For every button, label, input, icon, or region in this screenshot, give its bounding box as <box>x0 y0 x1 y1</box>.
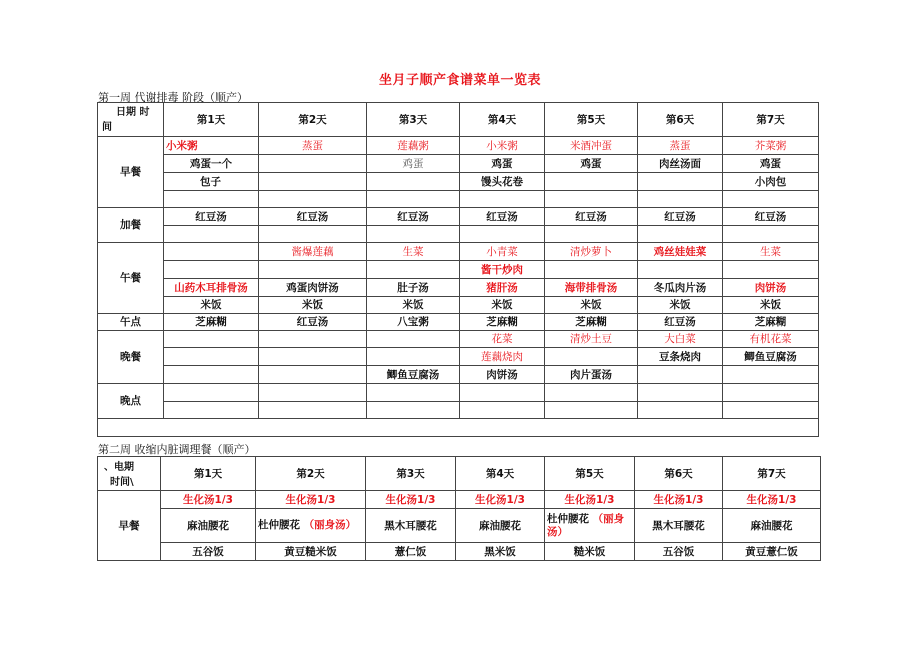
day-header: 第7天 <box>723 103 819 137</box>
menu-cell: 鸡丝娃娃菜 <box>638 243 723 261</box>
menu-cell: 八宝粥 <box>367 314 460 331</box>
menu-cell <box>164 348 259 366</box>
menu-cell: 生化汤1/3 <box>161 491 256 509</box>
menu-cell: 生化汤1/3 <box>545 491 635 509</box>
meal-label-afternoon: 午点 <box>98 314 164 331</box>
menu-cell: 麻油腰花 <box>723 509 821 543</box>
menu-cell <box>367 384 460 402</box>
menu-cell <box>723 191 819 208</box>
menu-cell: 红豆汤 <box>460 208 545 226</box>
meal-label-night: 晚点 <box>98 384 164 419</box>
day-header: 第3天 <box>366 457 456 491</box>
menu-cell: 芝麻糊 <box>545 314 638 331</box>
menu-cell: 生化汤1/3 <box>366 491 456 509</box>
week2-table <box>97 456 821 561</box>
menu-cell: 黑米饭 <box>456 543 545 561</box>
menu-cell <box>638 173 723 191</box>
menu-cell <box>638 261 723 279</box>
menu-cell <box>256 509 366 543</box>
corner-label-b: 时间\ <box>110 477 134 488</box>
menu-cell <box>545 261 638 279</box>
menu-cell: 小肉包 <box>723 173 819 191</box>
menu-cell: 生化汤1/3 <box>723 491 821 509</box>
menu-cell: 包子 <box>164 173 259 191</box>
day-header: 第4天 <box>460 103 545 137</box>
menu-cell: 清炒土豆 <box>545 331 638 348</box>
menu-cell: 酱干炒肉 <box>460 261 545 279</box>
menu-cell: 五谷饭 <box>161 543 256 561</box>
menu-cell <box>545 384 638 402</box>
dish-note: （丽身汤） <box>547 512 625 538</box>
menu-cell: 鸡蛋 <box>723 155 819 173</box>
menu-cell: 红豆汤 <box>723 208 819 226</box>
menu-cell <box>460 191 545 208</box>
week1-table <box>97 102 819 437</box>
menu-cell: 鸡蛋 <box>460 155 545 173</box>
menu-cell: 生菜 <box>367 243 460 261</box>
menu-cell: 莲藕烧肉 <box>460 348 545 366</box>
menu-cell: 蒸蛋 <box>259 137 367 155</box>
menu-cell: 五谷饭 <box>635 543 723 561</box>
menu-cell <box>367 348 460 366</box>
menu-cell <box>460 402 545 419</box>
menu-cell <box>367 191 460 208</box>
menu-cell: 薏仁饭 <box>366 543 456 561</box>
menu-cell <box>164 366 259 384</box>
menu-cell: 鸡蛋肉饼汤 <box>259 279 367 297</box>
day-header: 第1天 <box>164 103 259 137</box>
menu-cell: 有机花菜 <box>723 331 819 348</box>
day-header: 第5天 <box>545 457 635 491</box>
menu-cell <box>367 402 460 419</box>
menu-cell <box>638 366 723 384</box>
menu-cell: 酱爆莲藕 <box>259 243 367 261</box>
corner-cell <box>98 457 161 491</box>
day-header: 第6天 <box>635 457 723 491</box>
menu-cell <box>545 402 638 419</box>
menu-cell <box>723 226 819 243</box>
menu-cell: 红豆汤 <box>638 314 723 331</box>
meal-label-dinner: 晚餐 <box>98 331 164 384</box>
menu-cell: 清炒萝卜 <box>545 243 638 261</box>
menu-cell: 红豆汤 <box>259 208 367 226</box>
menu-cell: 肉片蛋汤 <box>545 366 638 384</box>
menu-cell: 黑木耳腰花 <box>366 509 456 543</box>
menu-cell: 麻油腰花 <box>456 509 545 543</box>
menu-cell: 肉丝汤面 <box>638 155 723 173</box>
corner-label-a: 、电期 <box>104 462 134 473</box>
dish-name: 杜仲腰花 <box>547 512 589 525</box>
menu-cell: 黄豆薏仁饭 <box>723 543 821 561</box>
menu-cell <box>259 348 367 366</box>
menu-cell <box>259 261 367 279</box>
menu-cell <box>164 243 259 261</box>
menu-cell: 芝麻糊 <box>164 314 259 331</box>
menu-cell <box>259 402 367 419</box>
menu-cell: 冬瓜肉片汤 <box>638 279 723 297</box>
menu-cell: 芝麻糊 <box>723 314 819 331</box>
meal-label-breakfast: 早餐 <box>98 491 161 561</box>
menu-cell: 鸡蛋一个 <box>164 155 259 173</box>
menu-cell <box>259 191 367 208</box>
menu-cell <box>545 348 638 366</box>
menu-cell: 小米粥 <box>460 137 545 155</box>
meal-label-breakfast: 早餐 <box>98 137 164 208</box>
menu-cell <box>367 331 460 348</box>
menu-cell: 米饭 <box>259 297 367 314</box>
menu-cell: 糙米饭 <box>545 543 635 561</box>
menu-cell: 生化汤1/3 <box>256 491 366 509</box>
menu-cell: 海带排骨汤 <box>545 279 638 297</box>
menu-cell: 鸡蛋 <box>367 155 460 173</box>
menu-cell: 山药木耳排骨汤 <box>164 279 259 297</box>
day-header: 第2天 <box>256 457 366 491</box>
menu-cell: 猪肝汤 <box>460 279 545 297</box>
menu-cell <box>545 226 638 243</box>
menu-cell: 红豆汤 <box>367 208 460 226</box>
menu-cell: 米酒冲蛋 <box>545 137 638 155</box>
menu-cell: 红豆汤 <box>164 208 259 226</box>
menu-cell: 芥菜粥 <box>723 137 819 155</box>
menu-cell <box>164 191 259 208</box>
menu-cell: 米饭 <box>638 297 723 314</box>
day-header: 第5天 <box>545 103 638 137</box>
menu-cell: 生化汤1/3 <box>635 491 723 509</box>
menu-cell: 肉饼汤 <box>460 366 545 384</box>
menu-cell: 生化汤1/3 <box>456 491 545 509</box>
day-header: 第4天 <box>456 457 545 491</box>
dish-note: （丽身汤） <box>303 519 357 531</box>
menu-cell <box>460 384 545 402</box>
menu-cell: 小米粥 <box>164 137 259 155</box>
menu-cell: 米饭 <box>460 297 545 314</box>
menu-cell <box>259 226 367 243</box>
menu-cell: 黄豆糙米饭 <box>256 543 366 561</box>
menu-cell <box>723 261 819 279</box>
menu-cell <box>545 509 635 543</box>
menu-cell <box>164 331 259 348</box>
corner-cell <box>98 103 164 137</box>
menu-cell <box>367 261 460 279</box>
blank-row <box>98 419 819 437</box>
menu-cell <box>723 402 819 419</box>
menu-cell: 肉饼汤 <box>723 279 819 297</box>
menu-cell: 芝麻糊 <box>460 314 545 331</box>
week1-label: 第一周 代谢排毒 阶段（顺产） <box>98 91 248 104</box>
menu-cell: 米饭 <box>545 297 638 314</box>
menu-cell <box>164 226 259 243</box>
menu-cell <box>164 402 259 419</box>
menu-cell <box>638 226 723 243</box>
corner-label-b: 间 <box>102 122 112 133</box>
menu-cell <box>723 384 819 402</box>
week2-label: 第二周 收缩内脏调理餐（顺产） <box>98 443 256 456</box>
day-header: 第7天 <box>723 457 821 491</box>
menu-cell <box>545 173 638 191</box>
dish-name: 杜仲腰花 <box>258 519 300 531</box>
menu-cell: 大白菜 <box>638 331 723 348</box>
menu-cell: 生菜 <box>723 243 819 261</box>
menu-cell <box>638 402 723 419</box>
menu-cell <box>259 366 367 384</box>
menu-cell: 米饭 <box>723 297 819 314</box>
menu-cell <box>259 173 367 191</box>
menu-cell <box>164 261 259 279</box>
menu-cell <box>259 155 367 173</box>
menu-cell: 鸡蛋 <box>545 155 638 173</box>
menu-cell: 麻油腰花 <box>161 509 256 543</box>
day-header: 第1天 <box>161 457 256 491</box>
day-header: 第6天 <box>638 103 723 137</box>
menu-cell: 鲫鱼豆腐汤 <box>367 366 460 384</box>
menu-cell: 红豆汤 <box>545 208 638 226</box>
menu-cell <box>545 191 638 208</box>
menu-cell: 小青菜 <box>460 243 545 261</box>
corner-label-a: 日期 时 <box>116 107 150 118</box>
menu-cell: 肚子汤 <box>367 279 460 297</box>
menu-cell: 红豆汤 <box>638 208 723 226</box>
menu-cell: 米饭 <box>367 297 460 314</box>
page-title: 坐月子顺产食谱菜单一览表 <box>378 73 541 88</box>
menu-cell <box>638 384 723 402</box>
menu-cell: 莲藕粥 <box>367 137 460 155</box>
day-header: 第3天 <box>367 103 460 137</box>
menu-cell: 黑木耳腰花 <box>635 509 723 543</box>
menu-cell: 米饭 <box>164 297 259 314</box>
menu-cell: 花菜 <box>460 331 545 348</box>
menu-cell <box>460 226 545 243</box>
menu-cell <box>367 226 460 243</box>
menu-cell <box>259 331 367 348</box>
menu-cell: 馒头花卷 <box>460 173 545 191</box>
menu-cell: 红豆汤 <box>259 314 367 331</box>
menu-cell <box>723 366 819 384</box>
menu-cell: 蒸蛋 <box>638 137 723 155</box>
menu-cell: 鲫鱼豆腐汤 <box>723 348 819 366</box>
meal-label-snack: 加餐 <box>98 208 164 243</box>
menu-cell <box>259 384 367 402</box>
menu-cell <box>367 173 460 191</box>
day-header: 第2天 <box>259 103 367 137</box>
meal-label-lunch: 午餐 <box>98 243 164 314</box>
menu-cell <box>164 384 259 402</box>
menu-cell: 豆条烧肉 <box>638 348 723 366</box>
menu-cell <box>638 191 723 208</box>
